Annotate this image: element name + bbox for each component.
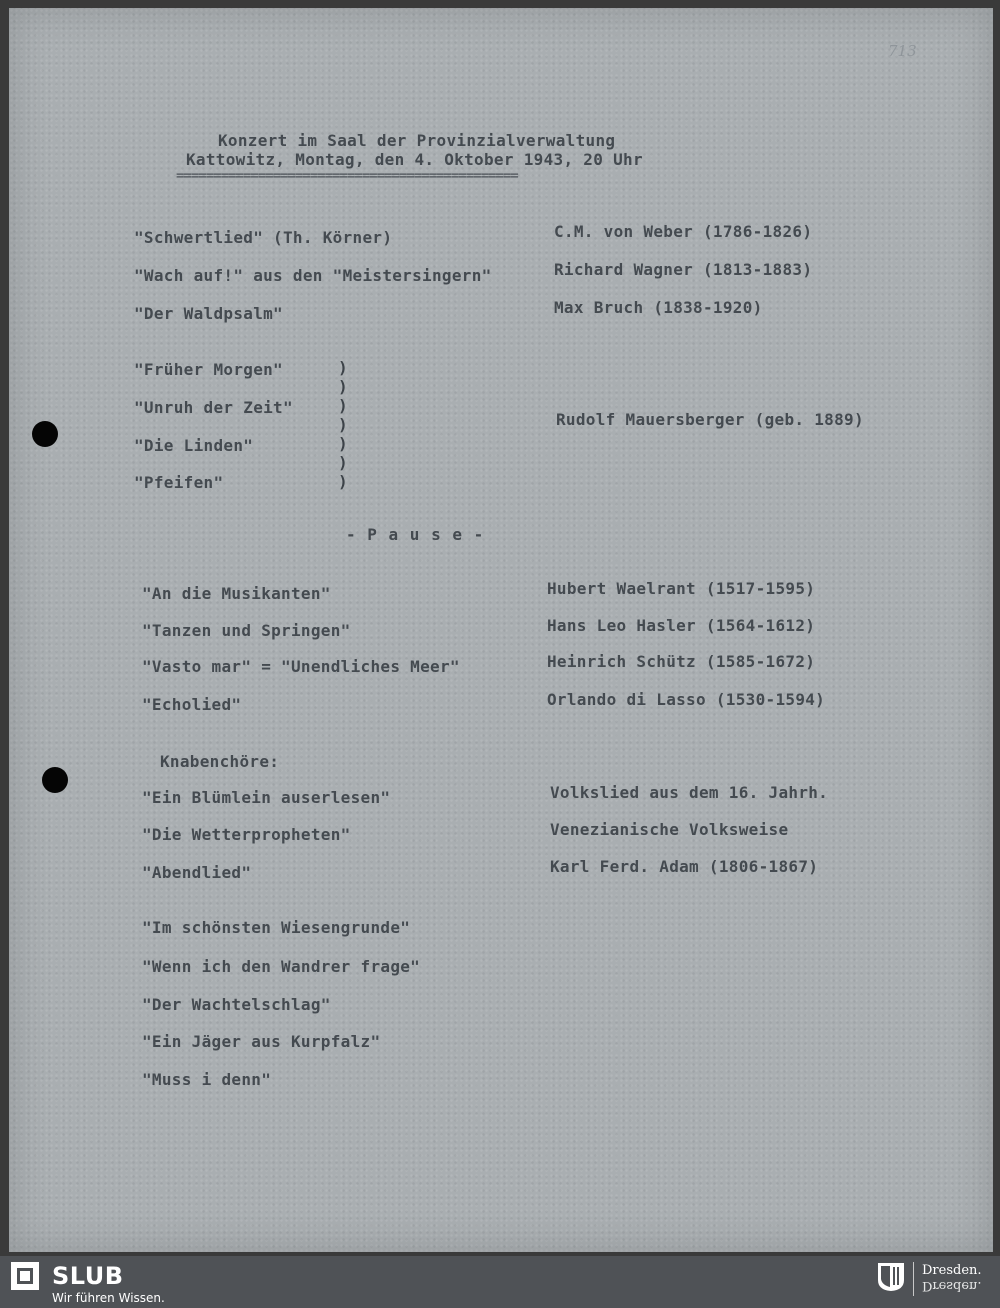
section-heading: Knabenchöre: bbox=[160, 752, 280, 771]
header-underline: ============================================== bbox=[176, 168, 518, 184]
program-title: "Im schönsten Wiesengrunde" bbox=[142, 918, 411, 937]
program-title: "Vasto mar" = "Unendliches Meer" bbox=[142, 657, 460, 676]
program-title: "Der Wachtelschlag" bbox=[142, 995, 331, 1014]
slub-tagline: Wir führen Wissen. bbox=[52, 1291, 165, 1305]
page-number: 713 bbox=[888, 42, 917, 60]
program-title: "An die Musikanten" bbox=[142, 584, 331, 603]
program-composer: C.M. von Weber (1786-1826) bbox=[554, 222, 813, 241]
program-composer: Volkslied aus dem 16. Jahrh. bbox=[550, 783, 829, 802]
slub-brand-name[interactable]: SLUB bbox=[52, 1262, 124, 1290]
program-title: "Pfeifen" bbox=[134, 473, 224, 492]
dresden-wordmark[interactable] bbox=[922, 1264, 982, 1292]
dresden-wordmark-mirror: Dresden. bbox=[922, 1278, 982, 1293]
program-title: "Die Linden" bbox=[134, 436, 254, 455]
program-title: "Ein Blümlein auserlesen" bbox=[142, 788, 391, 807]
program-title: "Unruh der Zeit" bbox=[134, 398, 293, 417]
slub-logo-icon[interactable] bbox=[11, 1262, 39, 1290]
program-title: "Die Wetterpropheten" bbox=[142, 825, 351, 844]
dresden-wordmark-text: Dresden. bbox=[922, 1263, 982, 1278]
program-composer: Richard Wagner (1813-1883) bbox=[554, 260, 813, 279]
program-title: "Tanzen und Springen" bbox=[142, 621, 351, 640]
program-composer: Hubert Waelrant (1517-1595) bbox=[547, 579, 816, 598]
program-title: "Früher Morgen" bbox=[134, 360, 283, 379]
concert-date-line: Kattowitz, Montag, den 4. Oktober 1943, 20 Uhr bbox=[186, 150, 643, 169]
punch-hole-bottom bbox=[42, 767, 68, 793]
program-title: "Der Waldpsalm" bbox=[134, 304, 283, 323]
program-composer: Venezianische Volksweise bbox=[550, 820, 789, 839]
footer-divider bbox=[913, 1262, 914, 1296]
program-composer: Karl Ferd. Adam (1806-1867) bbox=[550, 857, 819, 876]
program-composer: Orlando di Lasso (1530-1594) bbox=[547, 690, 826, 709]
group-brace: ) ) ) ) ) ) ) bbox=[338, 358, 348, 491]
program-composer: Max Bruch (1838-1920) bbox=[554, 298, 763, 317]
program-title: "Echolied" bbox=[142, 695, 242, 714]
dresden-crest-icon[interactable] bbox=[877, 1262, 905, 1292]
program-title: "Wach auf!" aus den "Meistersingern" bbox=[134, 266, 492, 285]
program-composer: Rudolf Mauersberger (geb. 1889) bbox=[556, 410, 864, 429]
program-title: "Abendlied" bbox=[142, 863, 252, 882]
punch-hole-top bbox=[32, 421, 58, 447]
program-title: "Wenn ich den Wandrer frage" bbox=[142, 957, 421, 976]
program-title: "Ein Jäger aus Kurpfalz" bbox=[142, 1032, 381, 1051]
program-composer: Hans Leo Hasler (1564-1612) bbox=[547, 616, 816, 635]
pause-label: - P a u s e - bbox=[346, 525, 485, 544]
concert-title: Konzert im Saal der Provinzialverwaltung bbox=[218, 131, 616, 150]
program-title: "Muss i denn" bbox=[142, 1070, 272, 1089]
program-composer: Heinrich Schütz (1585-1672) bbox=[547, 652, 816, 671]
program-title: "Schwertlied" (Th. Körner) bbox=[134, 228, 393, 247]
